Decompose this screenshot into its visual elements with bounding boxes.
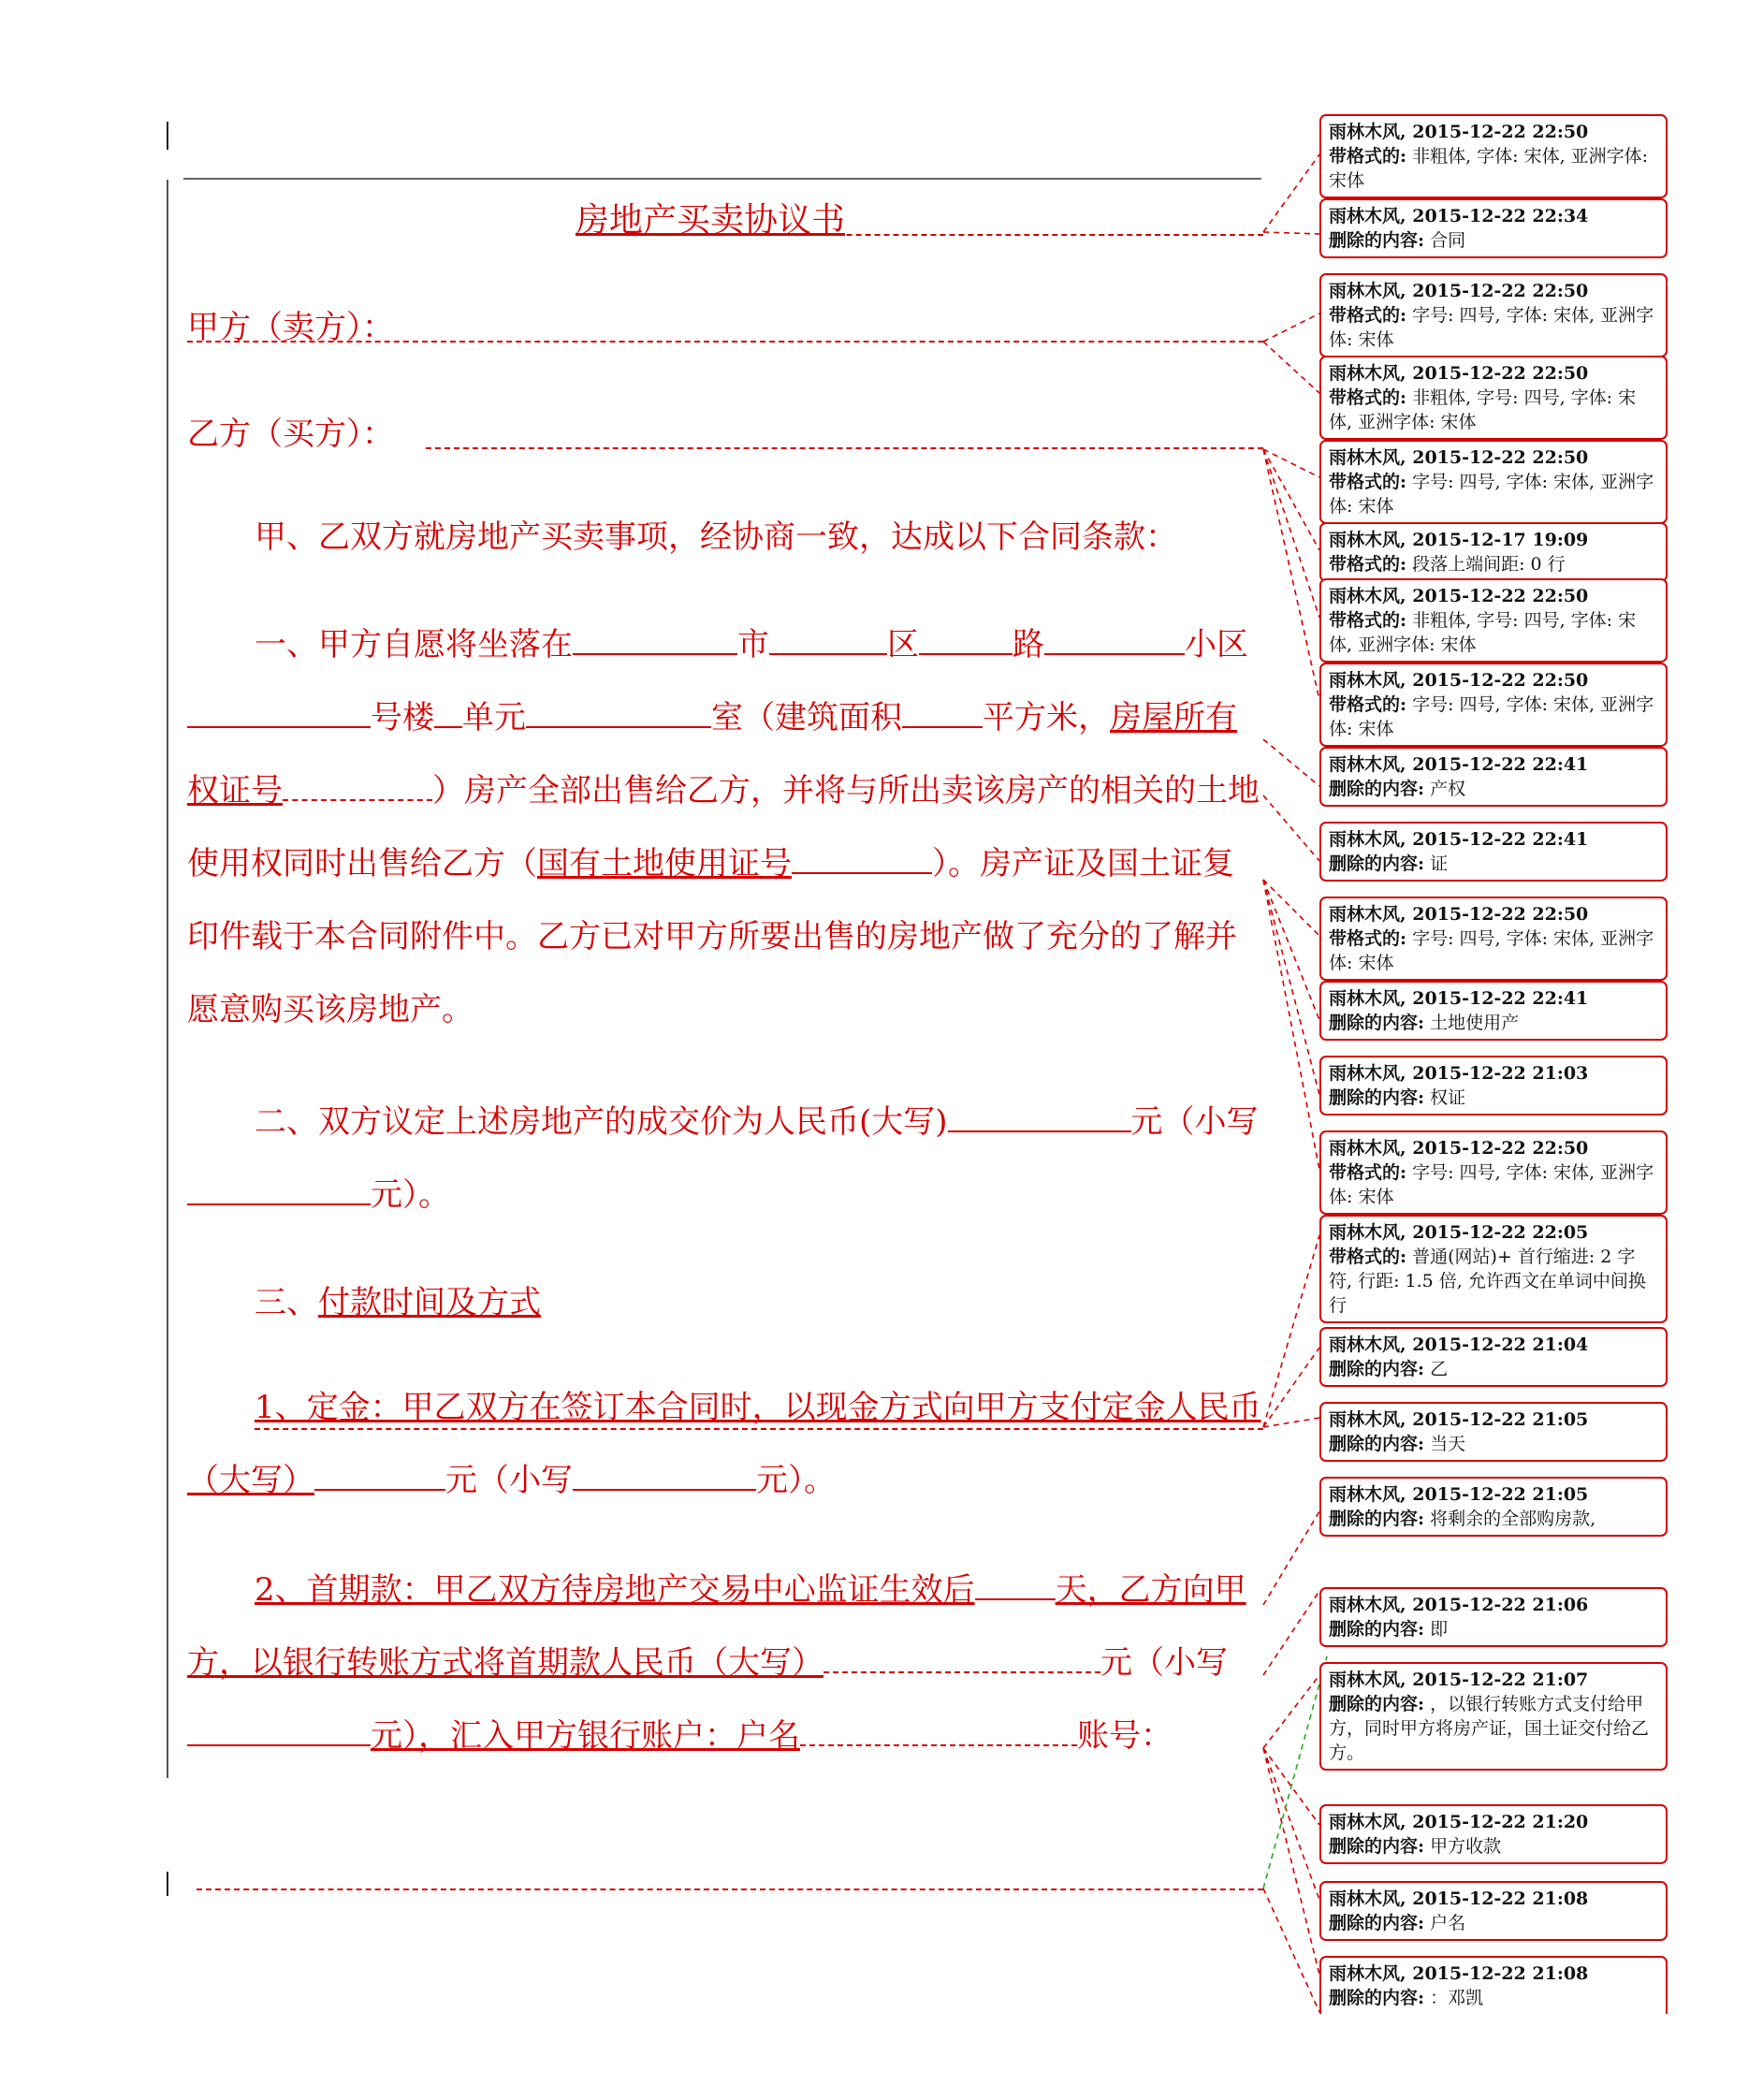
clause-1-unit: 单元 — [462, 699, 526, 736]
item-1-text-a: 1、定金：甲乙双方在签订本合同时，以现金方式向甲方支付定金人民币（大写） — [187, 1389, 1261, 1499]
comment-balloon[interactable]: 雨林木风, 2015-12-17 19:09 带格式的: 段落上端间距: 0 行 — [1319, 522, 1668, 582]
clause-1-text-b: ）房产全部出售给乙方，并将与所出卖该房产的相关的土地使用权同时出售给乙方（ — [187, 772, 1260, 882]
clause-3-prefix: 三、 — [255, 1284, 318, 1321]
intro-paragraph: 甲、乙双方就房地产买卖事项，经协商一致，达成以下合同条款： — [255, 518, 1177, 556]
blank-days[interactable] — [975, 1570, 1056, 1600]
clause-1-building: 号楼 — [371, 699, 434, 736]
clause-1-community: 小区 — [1185, 626, 1248, 664]
blank-area[interactable] — [902, 698, 983, 728]
blank-land-cert[interactable] — [792, 844, 932, 874]
clause-3-heading — [187, 1266, 1263, 1339]
party-a-label: 甲方（卖方）： — [187, 309, 394, 346]
item-2-text-c: 元（小写 — [1100, 1644, 1228, 1682]
comment-balloon[interactable]: 雨林木风, 2015-12-22 22:50 带格式的: 字号: 四号, 字体: 宋体, 亚洲字体: 宋体 — [1319, 897, 1668, 981]
comment-balloon[interactable]: 雨林木风, 2015-12-22 21:05 删除的内容: 将剩余的全部购房款, — [1319, 1477, 1668, 1537]
clause-2-text-c: 元）。 — [371, 1176, 450, 1214]
clause-1-city: 市 — [737, 626, 769, 664]
blank-property-cert[interactable] — [283, 771, 432, 801]
blank-deposit-upper[interactable] — [314, 1461, 445, 1491]
blank-price-upper[interactable] — [948, 1102, 1131, 1132]
item-1-line — [255, 1428, 1263, 1430]
clause-2 — [187, 1086, 1263, 1232]
blank-account-name[interactable] — [800, 1716, 1077, 1746]
item-2-text-e: 账号： — [1077, 1717, 1173, 1755]
comment-balloon[interactable]: 雨林木风, 2015-12-22 22:50 带格式的: 字号: 四号, 字体: 宋体, 亚洲字体: 宋体 — [1319, 440, 1668, 524]
blank-road[interactable] — [919, 625, 1013, 655]
title-underline — [576, 234, 1263, 236]
clause-1 — [187, 608, 1263, 1046]
clause-1-text-c: ）。房产证及国土证复印件载于本合同附件中。乙方已对甲方所要出售的房地产做了充分的了解并愿意购买该房地产。 — [187, 845, 1237, 1028]
document-title: 房地产买卖协议书 — [576, 201, 846, 240]
blank-first-lower[interactable] — [187, 1716, 371, 1746]
comment-balloon[interactable]: 雨林木风, 2015-12-22 21:20 删除的内容: 甲方收款 — [1319, 1804, 1668, 1864]
blank-price-lower[interactable] — [187, 1175, 371, 1205]
clause-1-land-cert: 国有土地使用证号 — [537, 845, 792, 882]
comment-balloon[interactable]: 雨林木风, 2015-12-22 22:50 带格式的: 字号: 四号, 字体: 宋体, 亚洲字体: 宋体 — [1319, 663, 1668, 747]
item-2-text-a: 2、首期款：甲乙双方待房地产交易中心监证生效后 — [255, 1571, 975, 1609]
comment-balloon[interactable]: 雨林木风, 2015-12-22 21:08 删除的内容: 户名 — [1319, 1881, 1668, 1941]
party-b-label: 乙方（买方）： — [187, 416, 394, 453]
comment-balloon[interactable]: 雨林木风, 2015-12-22 22:50 带格式的: 非粗体, 字号: 四号, 字体: 宋体, 亚洲字体: 宋体 — [1319, 356, 1668, 440]
blank-city[interactable] — [573, 625, 737, 655]
comment-balloon[interactable]: 雨林木风, 2015-12-22 22:41 删除的内容: 产权 — [1319, 747, 1668, 807]
payment-item-2 — [187, 1553, 1263, 1772]
comment-balloon[interactable]: 雨林木风, 2015-12-22 22:41 删除的内容: 土地使用产 — [1319, 981, 1668, 1041]
comment-balloon[interactable]: 雨林木风, 2015-12-22 22:50 带格式的: 字号: 四号, 字体: 宋体, 亚洲字体: 宋体 — [1319, 273, 1668, 357]
comment-balloon[interactable]: 雨林木风, 2015-12-22 22:50 带格式的: 字号: 四号, 字体: 宋体, 亚洲字体: 宋体 — [1319, 1130, 1668, 1215]
clause-1-area: 平方米， — [983, 699, 1110, 736]
clause-3-title: 付款时间及方式 — [318, 1284, 541, 1321]
clause-1-road: 路 — [1013, 626, 1044, 664]
comment-balloon[interactable]: 雨林木风, 2015-12-22 22:50 带格式的: 非粗体, 字号: 四号, 字体: 宋体, 亚洲字体: 宋体 — [1319, 578, 1668, 663]
clause-2-text-a: 二、双方议定上述房地产的成交价为人民币(大写) — [255, 1103, 948, 1141]
item-2-text-d: 元），汇入甲方银行账户：户名 — [371, 1717, 800, 1755]
comment-balloon[interactable]: 雨林木风, 2015-12-22 22:34 删除的内容: 合同 — [1319, 198, 1668, 258]
comment-balloon[interactable]: 雨林木风, 2015-12-22 22:50 带格式的: 非粗体, 字体: 宋体, 亚洲字体: 宋体 — [1319, 114, 1668, 198]
blank-district[interactable] — [769, 625, 887, 655]
party-a-line — [187, 341, 1263, 343]
comment-balloon[interactable]: 雨林木风, 2015-12-22 21:06 删除的内容: 即 — [1319, 1587, 1668, 1647]
party-b-line — [426, 447, 1263, 449]
item-2-text-b: 天，乙方向甲方，以银行转账方式将首期款人民币（大写） — [187, 1571, 1246, 1682]
comment-balloon[interactable]: 雨林木风, 2015-12-22 22:05 带格式的: 普通(网站)+ 首行缩进: 2 字符, 行距: 1.5 倍, 允许西文在单词中间换行 — [1319, 1215, 1668, 1323]
blank-room[interactable] — [526, 698, 711, 728]
comment-balloon[interactable]: 雨林木风, 2015-12-22 21:05 删除的内容: 当天 — [1319, 1402, 1668, 1462]
blank-community[interactable] — [1044, 625, 1185, 655]
comment-balloon[interactable]: 雨林木风, 2015-12-22 21:03 删除的内容: 权证 — [1319, 1056, 1668, 1116]
item-1-text-c: 元）。 — [756, 1462, 836, 1499]
clause-1-room: 室（建筑面积 — [711, 699, 902, 736]
bottom-revision-line — [197, 1889, 1263, 1890]
blank-first-upper[interactable] — [823, 1643, 1100, 1673]
comment-balloon[interactable]: 雨林木风, 2015-12-22 21:08 删除的内容: ：邓凯 — [1319, 1956, 1668, 2014]
clause-1-district: 区 — [887, 626, 919, 664]
blank-unit[interactable] — [434, 698, 462, 728]
clause-1-property-cert: 房屋所有权证号 — [187, 699, 1237, 809]
comment-balloon[interactable]: 雨林木风, 2015-12-22 21:04 删除的内容: 乙 — [1319, 1327, 1668, 1387]
comment-balloon[interactable]: 雨林木风, 2015-12-22 21:07 删除的内容: ，以银行转账方式支付给甲方，同时甲方将房产证，国土证交付给乙方。 — [1319, 1662, 1668, 1771]
clause-1-text-a: 一、甲方自愿将坐落在 — [255, 626, 573, 664]
clause-2-text-b: 元（小写 — [1130, 1103, 1259, 1141]
blank-deposit-lower[interactable] — [573, 1461, 756, 1491]
payment-item-1 — [187, 1371, 1263, 1517]
item-1-text-b: 元（小写 — [445, 1462, 573, 1499]
comment-balloon[interactable]: 雨林木风, 2015-12-22 22:41 删除的内容: 证 — [1319, 822, 1668, 882]
blank-building[interactable] — [187, 698, 371, 728]
